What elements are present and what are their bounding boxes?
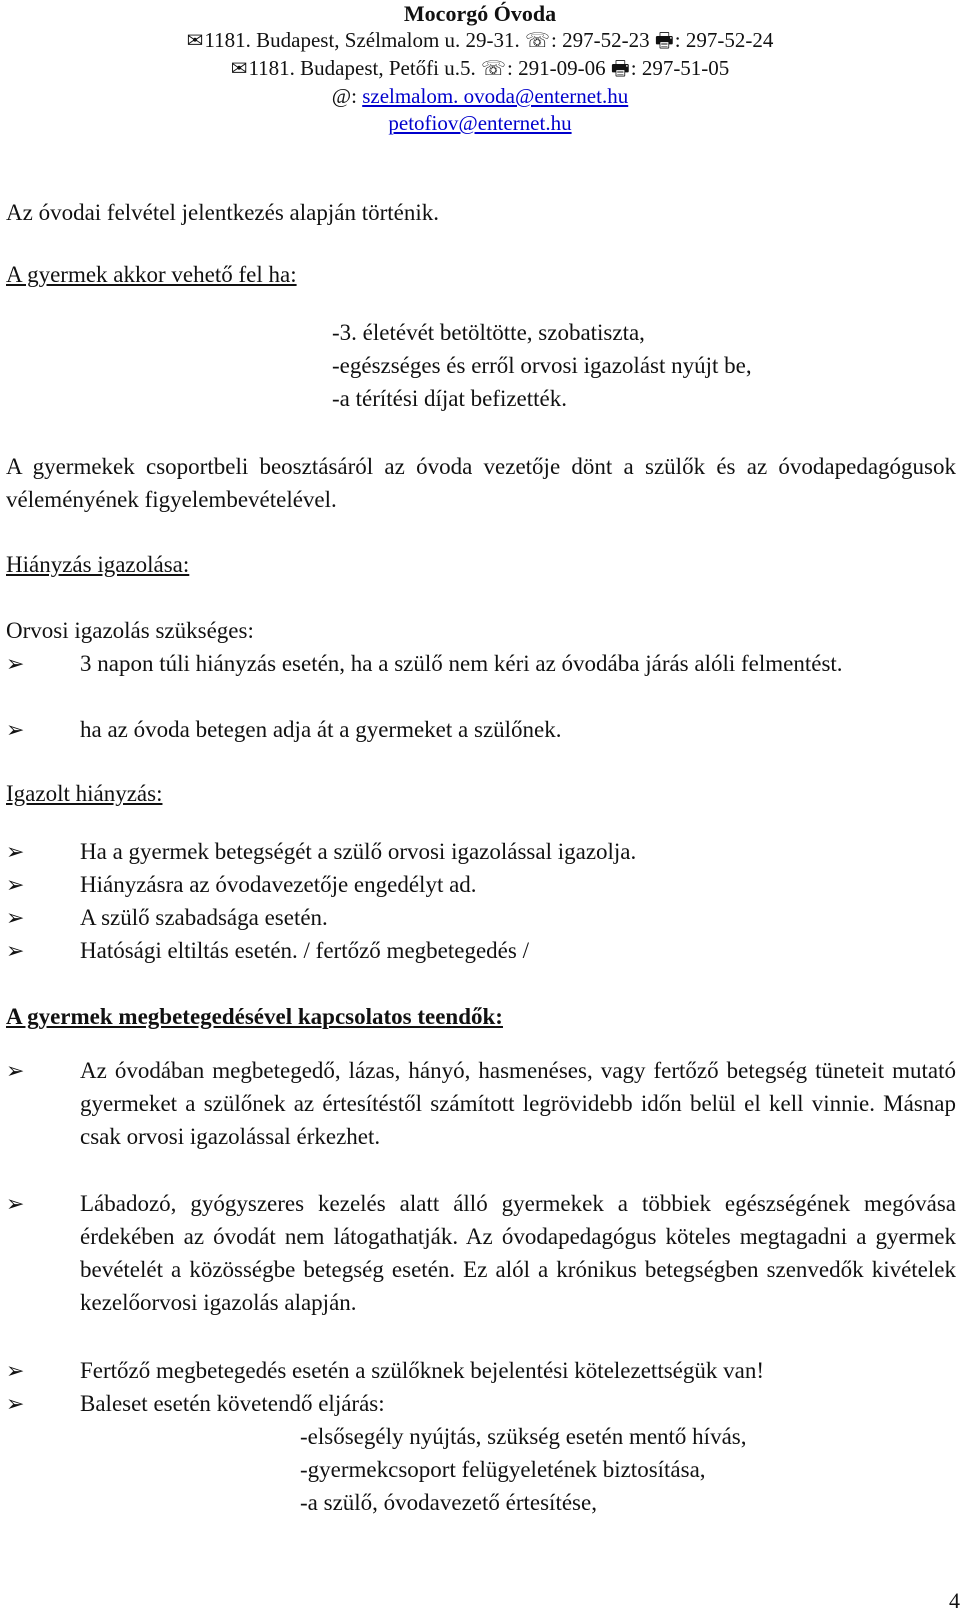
accident-step: -gyermekcsoport felügyeletének biztosítása, [300,1457,706,1482]
address-text: 1181. Budapest, Petőfi u.5. [248,56,476,80]
condition-item: -egészséges és erről orvosi igazolást nyújt be, [332,353,752,378]
arrowhead-bullet-icon: ➢ [6,872,25,897]
address-text: 1181. Budapest, Szélmalom u. 29-31. [204,28,520,52]
intro-text: Az óvodai felvétel jelentkezés alapján történik. [6,200,439,225]
justified-heading: Igazolt hiányzás: [6,781,163,806]
list-item [6,934,956,967]
absence-cert-intro: Orvosi igazolás szükséges: [6,618,254,643]
condition-item: -a térítési díjat befizették. [332,386,567,411]
telephone-icon: ☏ [525,30,551,52]
fax-icon: 🖶 [654,30,674,52]
envelope-icon: ✉ [230,58,248,80]
arrowhead-bullet-icon: ➢ [6,1358,25,1383]
list-item [6,647,956,680]
list-item-text: Baleset esetén követendő eljárás: [80,1391,385,1416]
accident-step: -a szülő, óvodavezető értesítése, [300,1490,597,1515]
list-item-text: Hiányzásra az óvodavezetője engedélyt ad. [80,872,477,897]
admission-conditions [332,316,752,415]
email-line [0,83,960,110]
arrowhead-bullet-icon: ➢ [6,1391,25,1416]
fax-text: : 297-51-05 [630,56,730,80]
arrowhead-bullet-icon: ➢ [6,938,25,963]
email-prefix: @: [331,84,363,108]
list-item [6,1354,956,1387]
illness-heading: A gyermek megbetegedésével kapcsolatos teendők: [6,1004,503,1029]
list-item [6,901,956,934]
phone-text: : 291-09-06 [507,56,606,80]
email-link-2[interactable]: petofiov@enternet.hu [388,111,572,135]
arrowhead-bullet-icon: ➢ [6,839,25,864]
page-number: 4 [949,1588,960,1613]
address-line-2 [0,55,960,83]
list-item-text: A szülő szabadsága esetén. [80,905,328,930]
list-item [6,868,956,901]
list-item-text: 3 napon túli hiányzás esetén, ha a szülő nem kéri az óvodába járás alóli felmentést. [80,651,843,676]
telephone-icon: ☏ [481,58,507,80]
list-item-text: Fertőző megbetegedés esetén a szülőknek bejelentési kötelezettségük van! [80,1358,764,1383]
list-item-text: Lábadozó, gyógyszeres kezelés alatt álló gyermekek a többiek egészségének megóvása érdekében az óvodát nem látogathatják. Az óvodapedagógus köteles megtagadni a gyermek bevételét a közösségbe betegség esetén. Ez alól a krónikus betegségben szenvedők kivételek kezelőorvosi igazolás alapján. [80,1191,956,1315]
arrowhead-bullet-icon: ➢ [6,905,25,930]
fax-text: : 297-52-24 [674,28,774,52]
list-item-text: Hatósági eltiltás esetén. / fertőző megbetegedés / [80,938,529,963]
email-link-1[interactable]: szelmalom. ovoda@enternet.hu [362,84,629,108]
list-item [6,835,956,868]
arrowhead-bullet-icon: ➢ [6,717,25,742]
list-item [6,1187,956,1319]
arrowhead-bullet-icon: ➢ [6,1191,25,1216]
list-item [6,713,956,746]
fax-icon: 🖶 [610,58,630,80]
list-item-text: Ha a gyermek betegségét a szülő orvosi igazolással igazolja. [80,839,637,864]
list-item [6,1387,956,1420]
address-line-1 [0,27,960,55]
arrowhead-bullet-icon: ➢ [6,1058,25,1083]
kindergarten-name: Mocorgó Óvoda [403,1,557,26]
list-item-text: Az óvodában megbetegedő, lázas, hányó, hasmenéses, vagy fertőző betegség tüneteit mutató gyermeket a szülőnek az értesítéstől számított legrövidebb időn belül el kell vinnie. Másnap csak orvosi igazolással érkezhet. [80,1058,956,1149]
letterhead [0,0,960,137]
grouping-paragraph: A gyermekek csoportbeli beosztásáról az óvoda vezetője dönt a szülők és az óvodapedagógusok véleményének figyelembevételével. [6,454,956,512]
admission-heading: A gyermek akkor vehető fel ha: [6,262,297,287]
absence-cert-heading: Hiányzás igazolása: [6,552,190,577]
list-item [6,1054,956,1153]
list-item-text: ha az óvoda betegen adja át a gyermeket a szülőnek. [80,717,562,742]
accident-step: -elsősegély nyújtás, szükség esetén mentő hívás, [300,1424,747,1449]
arrowhead-bullet-icon: ➢ [6,651,25,676]
accident-steps [300,1420,746,1519]
phone-text: : 297-52-23 [551,28,650,52]
condition-item: -3. életévét betöltötte, szobatiszta, [332,320,645,345]
envelope-icon: ✉ [186,30,204,52]
